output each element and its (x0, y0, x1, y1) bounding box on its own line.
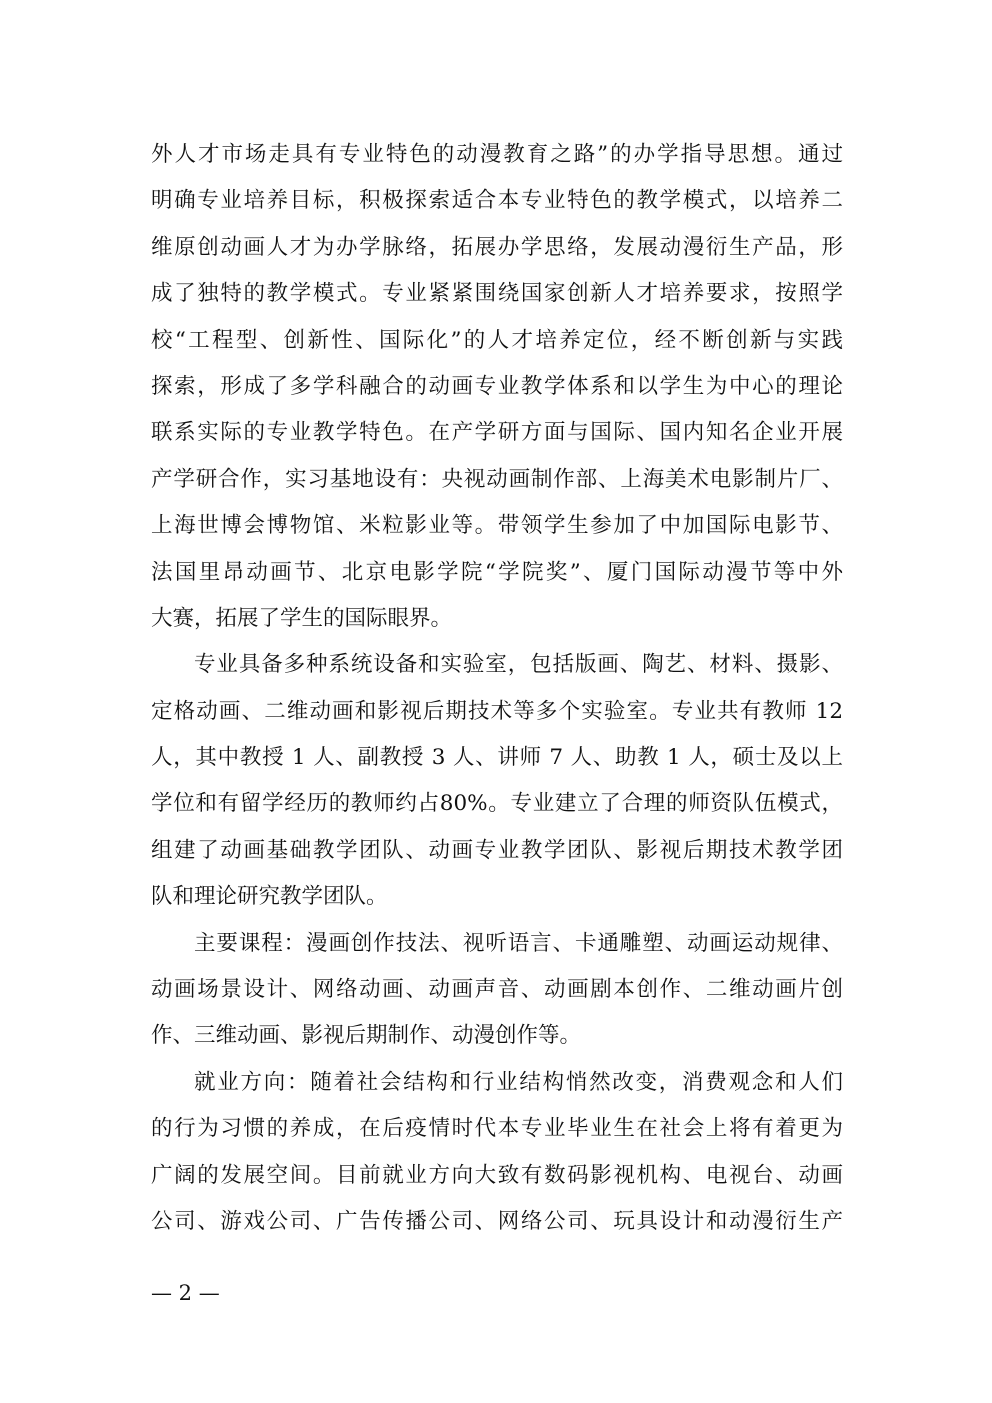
text-line: 专业具备多种系统设备和实验室，包括版画、陶艺、材料、摄影、 (194, 652, 843, 678)
text-line: 作、三维动画、影视后期制作、动漫创作等。 (151, 1023, 582, 1049)
text-line: 的行为习惯的养成，在后疫情时代本专业毕业生在社会上将有着更为 (151, 1116, 843, 1142)
text-line: 动画场景设计、网络动画、动画声音、动画剧本创作、二维动画片创 (151, 977, 843, 1003)
paragraph (151, 642, 843, 920)
text-line: 队和理论研究教学团队。 (151, 884, 388, 910)
text-line: 成了独特的教学模式。专业紧紧围绕国家创新人才培养要求，按照学 (151, 281, 843, 307)
text-line: 联系实际的专业教学特色。在产学研方面与国际、国内知名企业开展 (151, 420, 843, 446)
text-line: 定格动画、二维动画和影视后期技术等多个实验室。专业共有教师 12 (151, 698, 843, 724)
text-line: 就业方向：随着社会结构和行业结构悄然改变，消费观念和人们 (194, 1069, 843, 1095)
text-line: 大赛，拓展了学生的国际眼界。 (151, 605, 453, 631)
text-line: 外人才市场走具有专业特色的动漫教育之路”的办学指导思想。通过 (151, 142, 843, 167)
paragraph (151, 921, 843, 1060)
text-line: 主要课程：漫画创作技法、视听语言、卡通雕塑、动画运动规律、 (194, 930, 843, 956)
text-line: 组建了动画基础教学团队、动画专业教学团队、影视后期技术教学团 (151, 837, 843, 863)
paragraph (151, 1060, 843, 1246)
page-number: — 2 — (151, 1281, 220, 1305)
text-line: 学位和有留学经历的教师约占80%。专业建立了合理的师资队伍模式， (151, 791, 843, 817)
text-line: 探索，形成了多学科融合的动画专业教学体系和以学生为中心的理论 (151, 373, 843, 399)
text-line: 法国里昂动画节、北京电影学院“学院奖”、厦门国际动漫节等中外 (151, 559, 843, 585)
text-line: 维原创动画人才为办学脉络，拓展办学思络，发展动漫衍生产品，形 (151, 234, 843, 260)
paragraph (151, 132, 843, 642)
text-line: 上海世博会博物馆、米粒影业等。带领学生参加了中加国际电影节、 (151, 513, 843, 539)
text-line: 产学研合作，实习基地设有：央视动画制作部、上海美术电影制片厂、 (151, 466, 843, 492)
text-line: 明确专业培养目标，积极探索适合本专业特色的教学模式，以培养二 (151, 188, 843, 214)
text-line: 广阔的发展空间。目前就业方向大致有数码影视机构、电视台、动画 (151, 1162, 843, 1188)
text-line: 校“工程型、创新性、国际化”的人才培养定位，经不断创新与实践 (151, 327, 843, 353)
text-line: 公司、游戏公司、广告传播公司、网络公司、玩具设计和动漫衍生产 (151, 1208, 843, 1234)
text-line: 人，其中教授 1 人、副教授 3 人、讲师 7 人、助教 1 人，硕士及以上 (151, 745, 843, 771)
body-text (151, 132, 843, 1245)
